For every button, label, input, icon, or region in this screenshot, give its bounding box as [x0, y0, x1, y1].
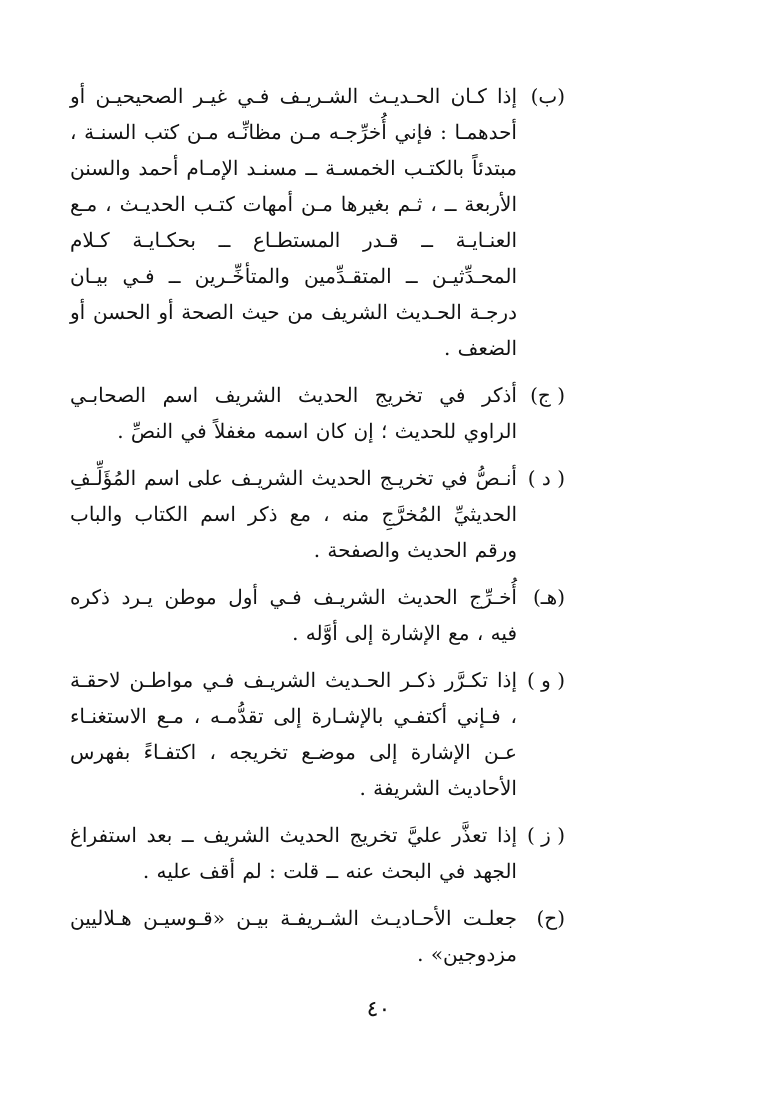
- item-text: أذكر في تخريج الحديث الشريف اسم الصحابـي الراوي للحديث ؛ إن كان اسمه مغفلاً في النصِّ .: [70, 383, 517, 443]
- page-number: ٤٠: [366, 997, 391, 1022]
- list-item: [70, 78, 565, 366]
- list-item: [70, 579, 565, 651]
- list-item: [70, 817, 565, 889]
- item-label: ( ز ): [527, 823, 565, 847]
- item-text: إذا تعذَّر عليَّ تخريج الحديث الشريف ــ بعد استفراغ الجهد في البحث عنه ــ قلت : لم أقف عليه .: [70, 823, 517, 883]
- item-text: إذا تكـرَّر ذكـر الحـديث الشريـف فـي مواطـن لاحقـة ، فـإني أكتفـي بالإشـارة إلى تقدُّمـه ، مـع الاستغنـاء عـن الإشارة إلى موضـع تخريجه ، اكتفـاءً بفهرس الأحاديث الشريفة .: [70, 668, 517, 800]
- list-item: [70, 662, 565, 806]
- item-label: (هـ): [532, 585, 565, 609]
- item-label: ( و ): [527, 668, 565, 692]
- item-text: أُخـرِّج الحديث الشريـف فـي أول موطن يـرد ذكره فيه ، مع الإشارة إلى أوَّله .: [70, 585, 517, 645]
- item-text: أنـصُّ في تخريـج الحديث الشريـف على اسم المُؤَلِّـفِ الحديثيِّ المُخرَّجِ منه ، مع ذكر اسم الكتاب والباب ورقم الحديث والصفحة .: [70, 466, 517, 562]
- list-item: [70, 900, 565, 972]
- item-label: (ح): [536, 906, 565, 930]
- list-item: [70, 460, 565, 568]
- item-text: جعلـت الأحـاديـث الشـريفـة بيـن «قـوسيـن هـلاليين مزدوجين» .: [70, 906, 517, 966]
- list-item: [70, 377, 565, 449]
- document-body: [70, 78, 565, 983]
- item-label: ( د ): [527, 466, 565, 490]
- item-label: ( ج): [530, 383, 565, 407]
- item-label: (ب): [530, 84, 565, 108]
- item-text: إذا كـان الحـديـث الشـريـف فـي غيـر الصحيحيـن أو أحدهمـا : فإني أُخرِّجـه مـن مظانِّـه مـن كتب السنـة ، مبتدئاً بالكتـب الخمسـة ــ مسنـد الإمـام أحمد والسنن الأربعة ــ ، ثـم بغيرها مـن أمهات كتـب الحديـث ، مـع العنـايـة ــ قـدر المستطـاع ــ بحكـايـة كـلام المحـدِّثيـن ــ المتقـدِّمين والمتأخِّـرين ــ فـي بيـان درجـة الحـديث الشريف من حيث الصحة أو الحسن أو الضعف .: [70, 84, 517, 360]
